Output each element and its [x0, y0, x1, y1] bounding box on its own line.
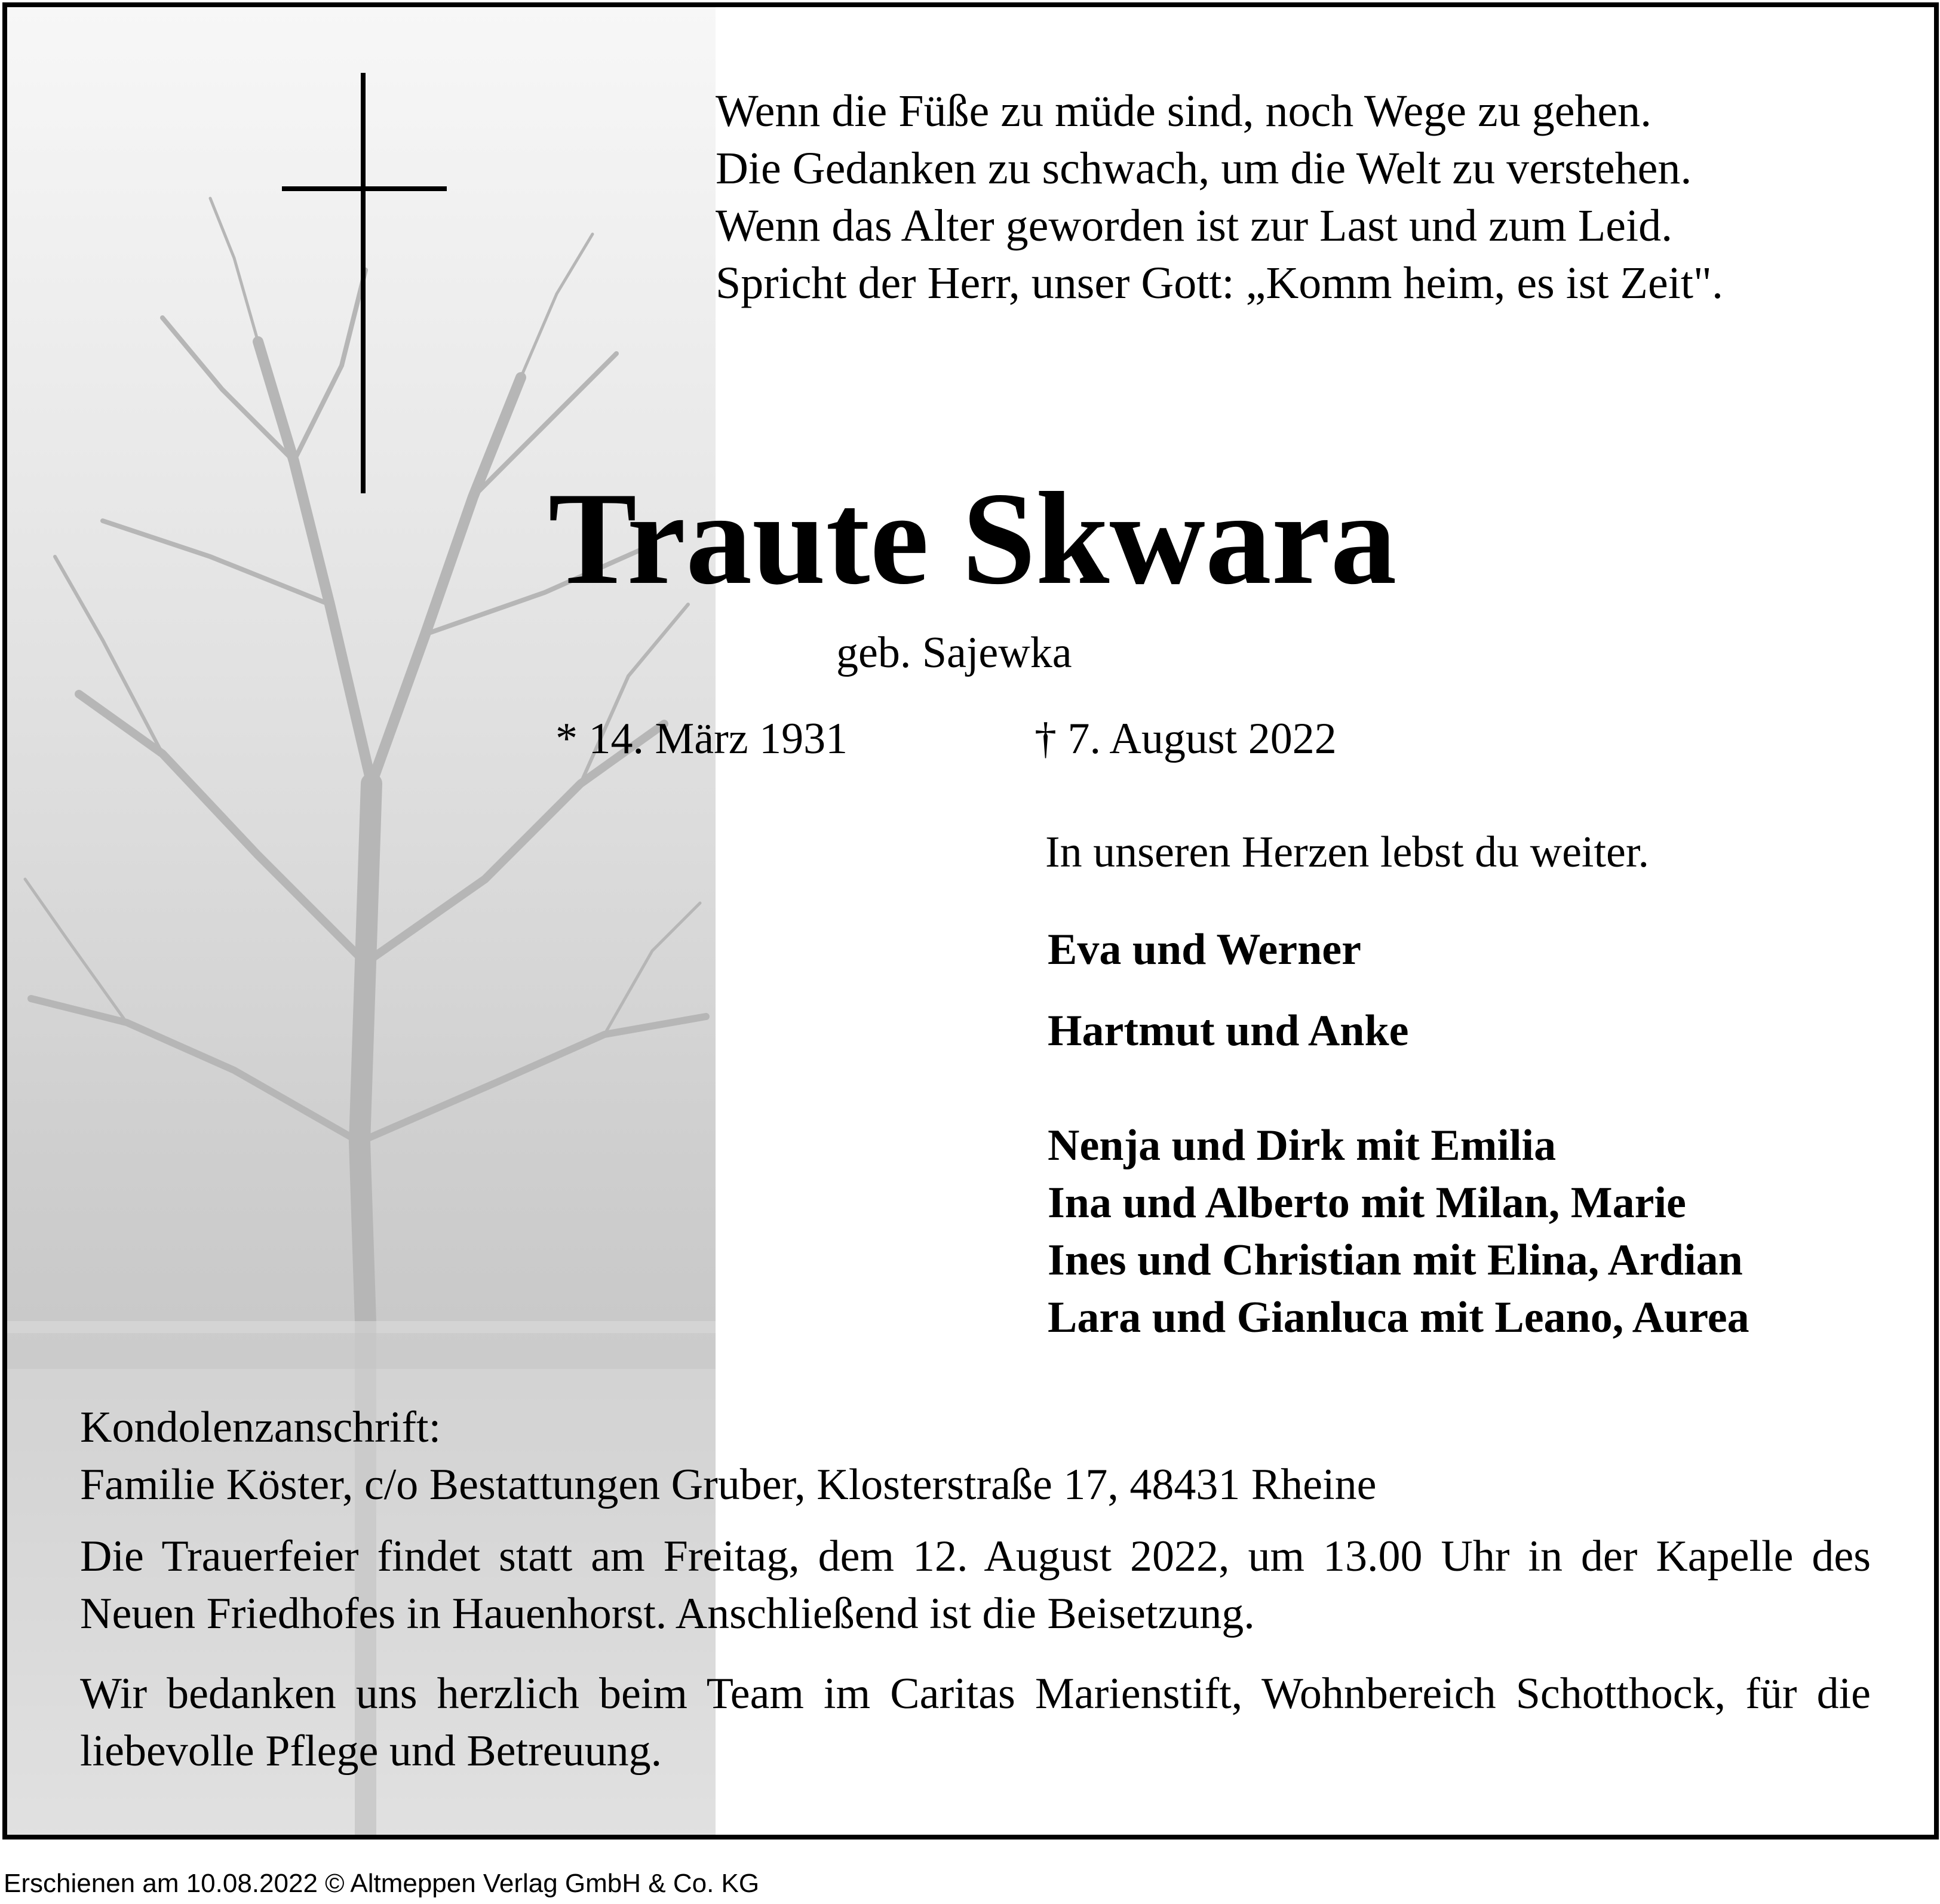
condolence-label: Kondolenzanschrift: — [80, 1403, 441, 1452]
tagline: In unseren Herzen lebst du weiter. — [1045, 828, 1649, 877]
poem — [716, 82, 1723, 312]
poem-line: Wenn die Füße zu müde sind, noch Wege zu gehen. — [716, 86, 1652, 136]
cross-icon — [282, 73, 447, 493]
mourner-line: Hartmut und Anke — [1048, 1006, 1409, 1055]
thanks-text: Wir bedanken uns herzlich beim Team im Caritas Marienstift, Wohnbereich Schotthock, für die liebevolle Pflege und Betreuung. — [80, 1669, 1871, 1776]
poem-line: Die Gedanken zu schwach, um die Welt zu verstehen. — [716, 143, 1692, 194]
obituary-frame — [2, 2, 1939, 1839]
grandchildren-line: Ina und Alberto mit Milan, Marie — [1048, 1178, 1686, 1227]
mourner-line: Eva und Werner — [1048, 925, 1361, 974]
death-date: † 7. August 2022 — [1035, 714, 1337, 763]
grandchildren-line: Nenja und Dirk mit Emilia — [1048, 1121, 1557, 1170]
maiden-name: geb. Sajewka — [836, 628, 1072, 677]
poem-line: Wenn das Alter geworden ist zur Last und zum Leid. — [716, 201, 1673, 251]
grandchildren-line: Ines und Christian mit Elina, Ardian — [1048, 1236, 1743, 1285]
publication-footer: Erschienen am 10.08.2022 © Altmeppen Verlag GmbH & Co. KG — [4, 1869, 760, 1898]
funeral-service-text: Die Trauerfeier findet statt am Freitag, dem 12. August 2022, um 13.00 Uhr in der Kapelle des Neuen Friedhofes in Hauenhorst. Anschließend ist die Beisetzung. — [80, 1532, 1871, 1638]
condolence-address: Familie Köster, c/o Bestattungen Gruber, Klosterstraße 17, 48431 Rheine — [80, 1460, 1377, 1509]
deceased-name: Traute Skwara — [548, 465, 1397, 612]
grandchildren-line: Lara und Gianluca mit Leano, Aurea — [1048, 1293, 1749, 1342]
condolence-address-block — [80, 1399, 1376, 1513]
grandchildren-list — [1048, 1117, 1749, 1346]
poem-line: Spricht der Herr, unser Gott: „Komm heim, es ist Zeit". — [716, 258, 1723, 308]
birth-date: * 14. März 1931 — [555, 714, 848, 763]
